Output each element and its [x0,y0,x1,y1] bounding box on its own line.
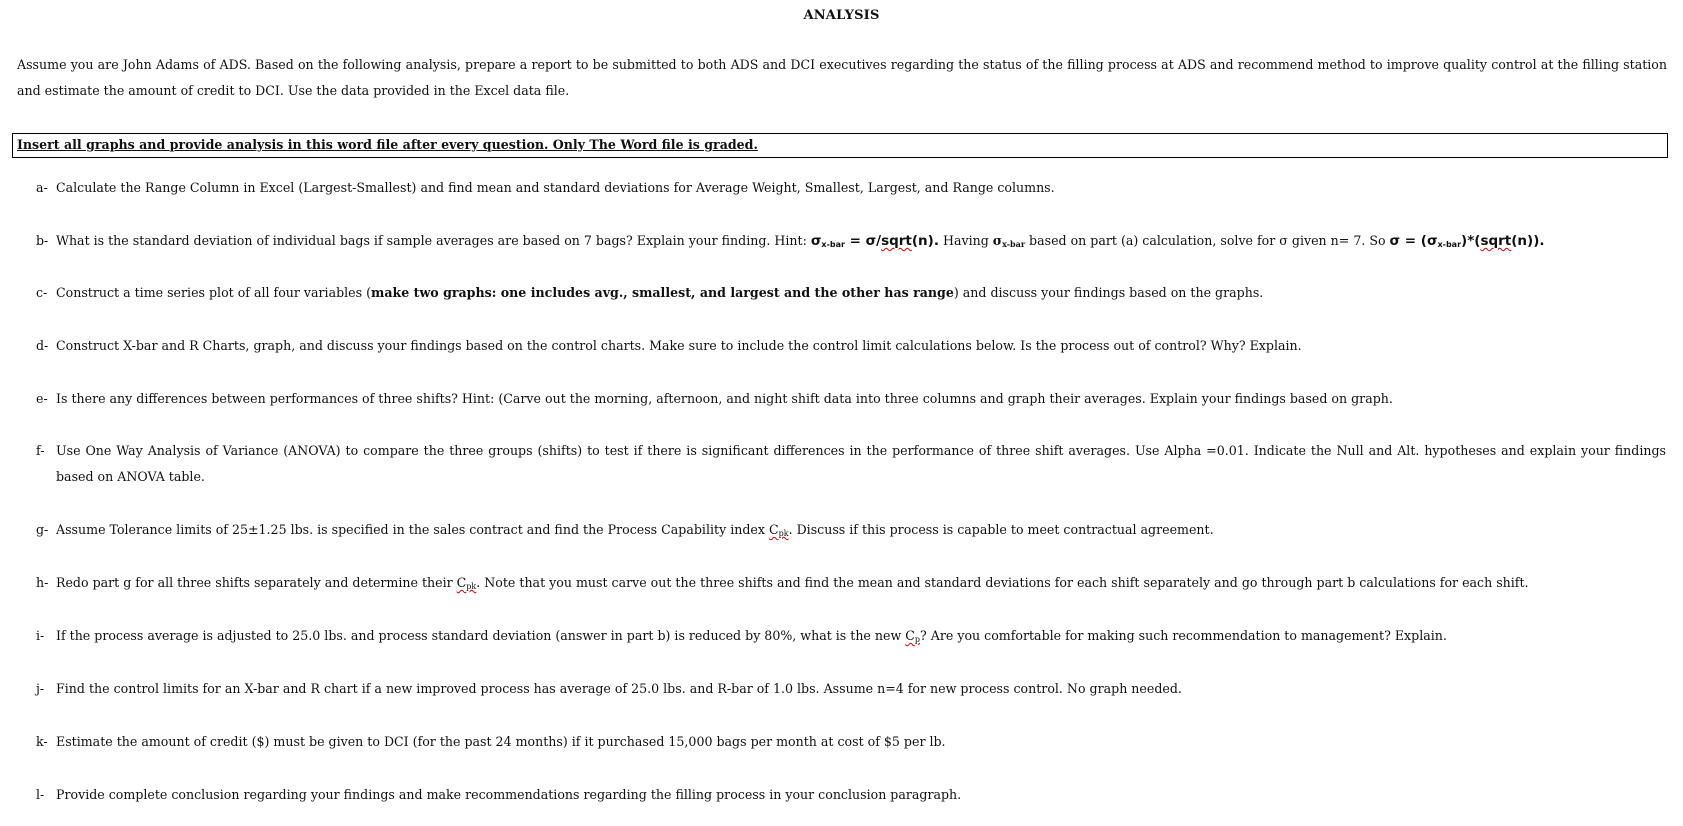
sigma-symbol: σ [810,233,822,249]
subscript-xbar: x-bar [821,240,845,249]
capability-index-cpk [769,522,789,537]
question-text [56,517,1666,547]
question-e [36,386,1666,412]
question-label: l- [36,787,45,802]
question-text-emphasis: make two graphs: one includes avg., smallest, and largest and the other has range [371,285,954,300]
question-j [36,676,1666,702]
sqrt-function: sqrt [1480,233,1512,249]
question-text-part: What is the standard deviation of individual bags if sample averages are based on 7 bags? Explain your finding. Hint: [56,233,811,248]
question-text: Is there any differences between performances of three shifts? Hint: (Carve out the morning, afternoon, and night shift data into three columns and graph their averages. Explain your findings based on graph. [56,391,1393,406]
question-g [36,517,1666,547]
question-label: h- [36,575,49,590]
question-text: Find the control limits for an X-bar and R chart if a new improved process has average of 25.0 lbs. and R-bar of 1.0 lbs. Assume n=4 for new process control. No graph needed. [56,681,1182,696]
question-i [36,623,1666,653]
sigma-symbol: σ [1426,233,1438,249]
question-c [36,280,1666,306]
question-label: f- [36,443,45,458]
question-b [36,228,1666,258]
capability-subscript: pk [778,529,789,538]
question-text: Provide complete conclusion regarding your findings and make recommendations regarding the filling process in your conclusion paragraph. [56,787,962,802]
formula-part: (n). [911,233,939,249]
question-text-part: Assume Tolerance limits of 25±1.25 lbs. is specified in the sales contract and find the Process Capability index [56,522,769,537]
capability-main: C [768,522,779,537]
capability-main: C [456,575,467,590]
question-text-part: Construct a time series plot of all four variables ( [56,285,372,300]
question-text: Construct X-bar and R Charts, graph, and discuss your findings based on the control charts. Make sure to include the control limit calculations below. Is the process out of control? Why? Explain. [56,338,1302,353]
question-text: Use One Way Analysis of Variance (ANOVA) to compare the three groups (shifts) to test if there is significant differences in the performance of three shift averages. Use Alpha =0.01. Indicate the Null and Alt. hypotheses and explain your findings based on ANOVA table. [56,443,1666,484]
question-text [56,228,1666,258]
question-h [36,570,1666,600]
question-a [36,175,1666,201]
subscript-xbar: x-bar [1437,240,1462,249]
formula-solve-sigma [1390,233,1545,249]
question-label: a- [36,180,48,195]
question-label: g- [36,522,49,537]
formula-sigma-xbar-inline [993,233,1025,248]
question-text-part: ? Are you comfortable for making such recommendation to management? Explain. [920,628,1447,643]
question-text-part: If the process average is adjusted to 25.0 lbs. and process standard deviation (answer in part b) is reduced by 80%, what is the new [56,628,906,643]
capability-index-cp [905,628,920,643]
question-text-part: . Discuss if this process is capable to meet contractual agreement. [788,522,1214,537]
question-text-part: based on part (a) calculation, solve for σ given n= 7. So [1025,233,1390,248]
formula-sigma-xbar [811,233,939,249]
intro-paragraph: Assume you are John Adams of ADS. Based on the following analysis, prepare a report to be submitted to both ADS and DCI executives regarding the status of the filling process at ADS and recommend method to improve quality control at the filling station and estimate the amount of credit to DCI. Use the data provided in the Excel data file. [17,57,1667,98]
capability-subscript: pk [466,582,477,591]
question-label: i- [36,628,45,643]
question-label: e- [36,391,48,406]
page-title: ANALYSIS [803,8,880,23]
question-text: Calculate the Range Column in Excel (Largest-Smallest) and find mean and standard deviations for Average Weight, Smallest, Largest, and Range columns. [56,180,1055,195]
formula-part: σ = ( [1389,233,1427,249]
formula-part: (n)). [1511,233,1545,249]
question-k [36,729,1666,755]
sigma-symbol: σ [992,233,1003,248]
question-text-part: Redo part g for all three shifts separately and determine their [56,575,457,590]
subscript-xbar: x-bar [1002,239,1026,249]
question-text [56,623,1666,653]
question-f [36,438,1666,490]
sqrt-function: sqrt [881,233,912,249]
capability-main: C [905,628,915,643]
formula-part: = σ/ [844,233,882,249]
question-label: c- [36,285,48,300]
question-text [56,570,1666,600]
question-label: j- [36,681,45,696]
question-text: Estimate the amount of credit ($) must be given to DCI (for the past 24 months) if it purchased 15,000 bags per month at cost of $5 per lb. [56,734,946,749]
question-label: k- [36,734,48,749]
question-text-part: ) and discuss your findings based on the graphs. [953,285,1264,300]
question-text-part: Having [938,233,993,248]
question-label: d- [36,338,49,353]
capability-index-cpk [457,575,477,590]
formula-part: )*( [1461,233,1481,249]
instruction-text: Insert all graphs and provide analysis in this word file after every question. Only The Word file is graded. [17,137,758,152]
question-text [56,280,1666,306]
question-text-part: . Note that you must carve out the three shifts and find the mean and standard deviations for each shift separately and go through part b calculations for each shift. [476,575,1529,590]
capability-subscript: p [914,635,921,644]
question-label: b- [36,233,49,248]
instruction-box [12,133,1668,158]
question-d [36,333,1666,359]
question-l [36,782,1666,808]
